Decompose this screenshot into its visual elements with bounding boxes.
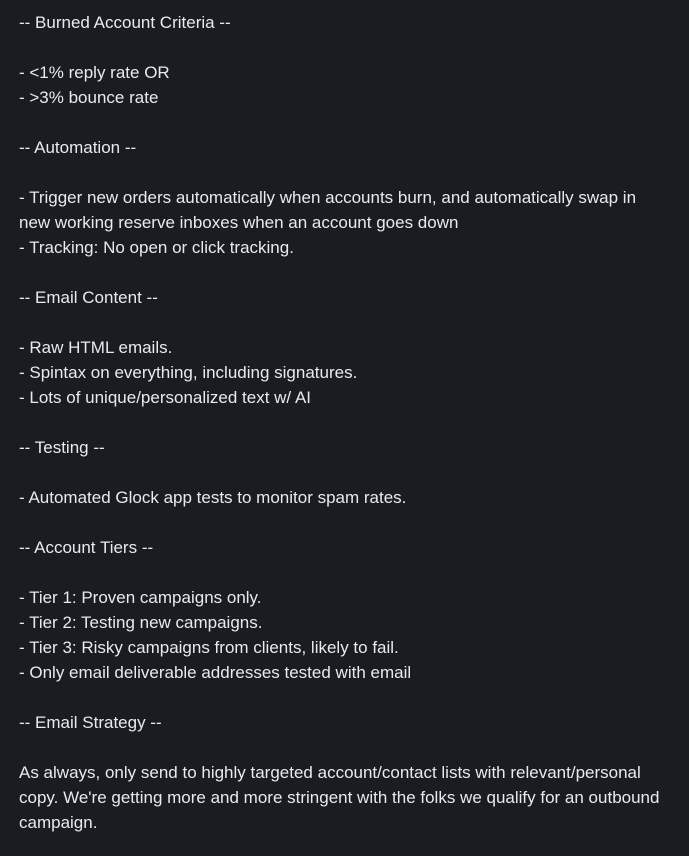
spacer xyxy=(19,35,670,60)
list-item: - >3% bounce rate xyxy=(19,88,159,107)
section-heading-burned-account-criteria: -- Burned Account Criteria -- xyxy=(19,13,231,32)
spacer xyxy=(19,460,670,485)
spacer xyxy=(19,735,670,760)
list-item: - Spintax on everything, including signatures. xyxy=(19,363,358,382)
strategy-paragraph: As always, only send to highly targeted account/contact lists with relevant/personal copy. We're getting more and more stringent with the folks we qualify for an outbound campaign. xyxy=(19,763,660,832)
list-item: - Trigger new orders automatically when accounts burn, and automatically swap in new working reserve inboxes when an account goes down xyxy=(19,188,637,232)
spacer xyxy=(19,560,670,585)
list-item: - Raw HTML emails. xyxy=(19,338,173,357)
section-heading-testing: -- Testing -- xyxy=(19,438,105,457)
section-heading-automation: -- Automation -- xyxy=(19,138,137,157)
spacer xyxy=(19,410,670,435)
list-item: - Tier 2: Testing new campaigns. xyxy=(19,613,263,632)
spacer xyxy=(19,160,670,185)
spacer xyxy=(19,685,670,710)
list-item: - Tier 3: Risky campaigns from clients, likely to fail. xyxy=(19,638,399,657)
spacer xyxy=(19,260,670,285)
section-heading-account-tiers: -- Account Tiers -- xyxy=(19,538,154,557)
spacer xyxy=(19,510,670,535)
list-item: - Tracking: No open or click tracking. xyxy=(19,238,294,257)
list-item: - <1% reply rate OR xyxy=(19,63,170,82)
list-item: - Automated Glock app tests to monitor spam rates. xyxy=(19,488,407,507)
spacer xyxy=(19,310,670,335)
list-item: - Tier 1: Proven campaigns only. xyxy=(19,588,262,607)
spacer xyxy=(19,110,670,135)
section-heading-email-strategy: -- Email Strategy -- xyxy=(19,713,162,732)
list-item: - Lots of unique/personalized text w/ AI xyxy=(19,388,312,407)
section-heading-email-content: -- Email Content -- xyxy=(19,288,158,307)
list-item: - Only email deliverable addresses tested with email xyxy=(19,663,412,682)
